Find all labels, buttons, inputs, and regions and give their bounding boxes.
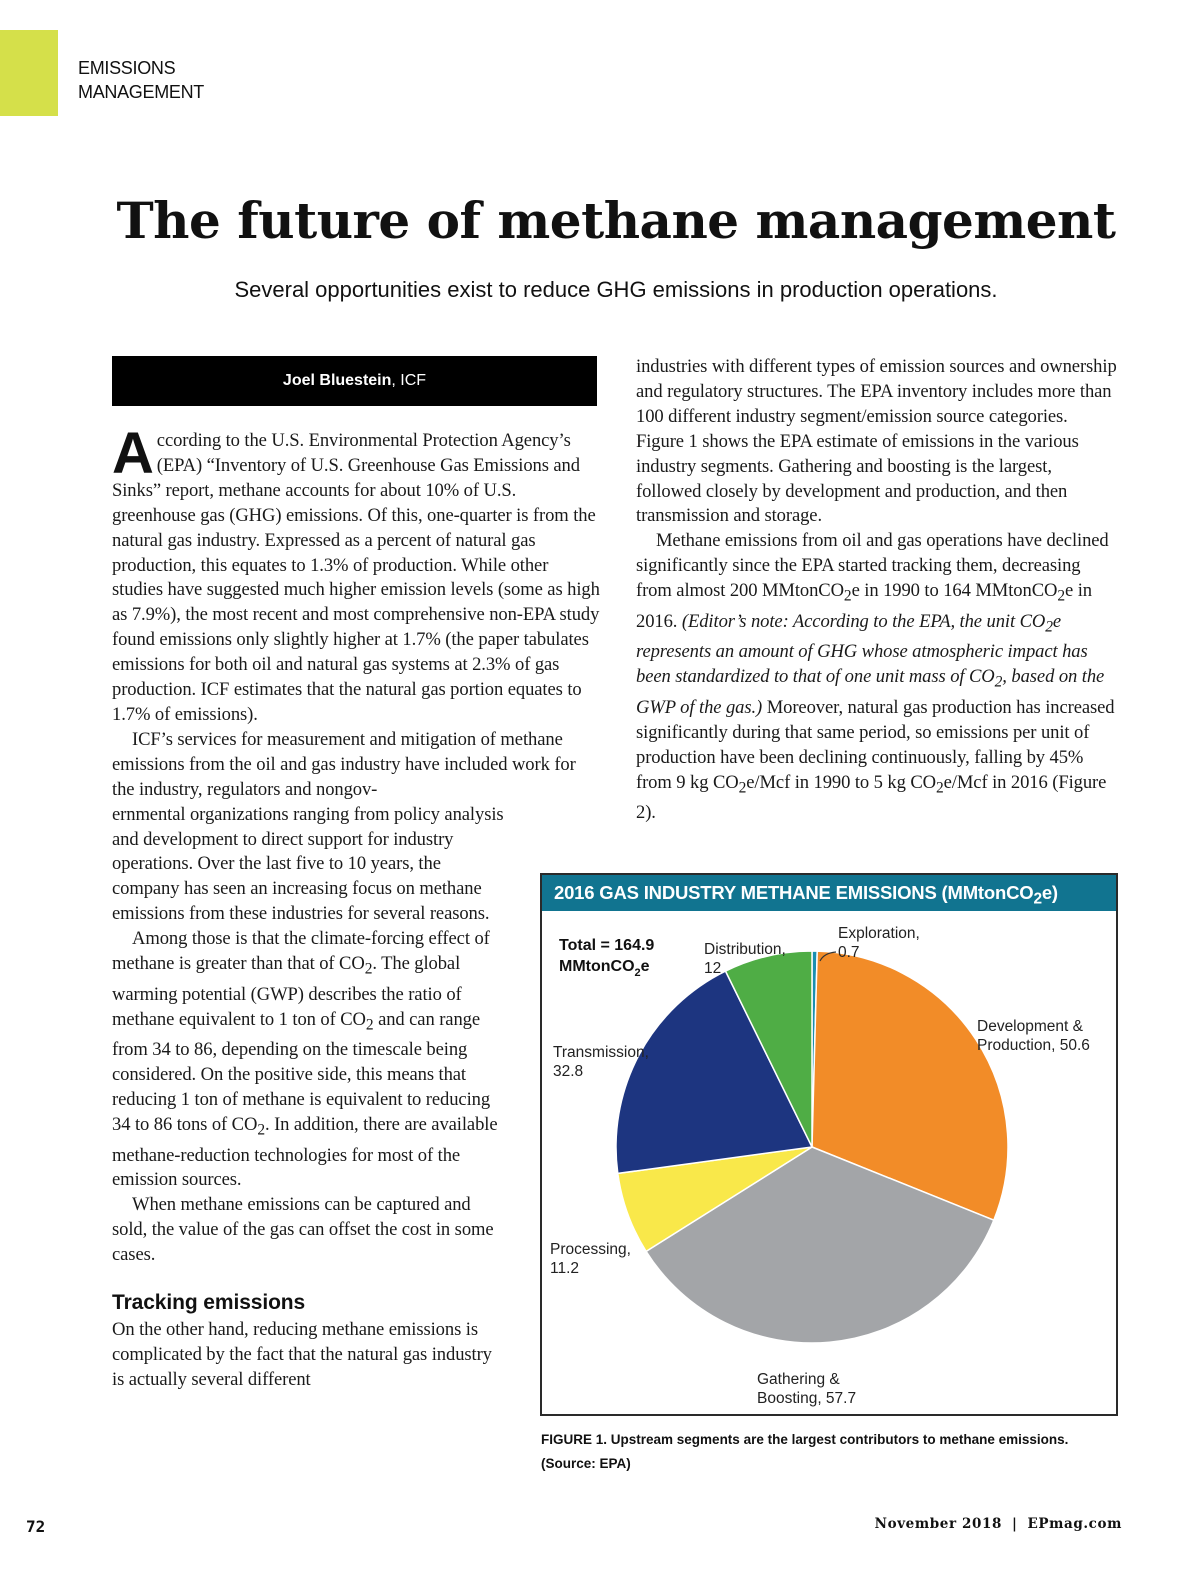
drop-cap: A	[112, 421, 154, 486]
label-transmission-name: Transmission,	[553, 1044, 649, 1061]
label-exploration-name: Exploration,	[838, 925, 920, 942]
footer-issue-info: November 2018 | EPmag.com	[874, 1516, 1122, 1532]
label-distribution-name: Distribution,	[704, 941, 786, 958]
chart-total-line1: Total = 164.9	[559, 937, 655, 954]
paragraph-r1: industries with different types of emission sources and ownership and regulatory structures. The EPA inventory includes more than 100 different industry segment/emission source categories. Figure 1 shows the EPA estimate of emissions in the various industry segments. Gathering and boosting is the largest, followed closely by development and production, and then transmission and storage.	[636, 356, 1117, 527]
label-exploration-value: 0.7	[838, 944, 860, 961]
article-subtitle: Several opportunities exist to reduce GHG emissions in production operations.	[234, 277, 998, 302]
section-label: EMISSIONS MANAGEMENT	[78, 58, 205, 102]
article-title: The future of methane management	[116, 191, 1116, 250]
author-name: Joel Bluestein	[282, 372, 392, 389]
label-development-value: Production, 50.6	[977, 1037, 1090, 1054]
label-distribution-value: 12	[704, 960, 722, 977]
paragraph-5: On the other hand, reducing methane emissions is complicated by the fact that the natural gas industry is actually several different	[112, 1319, 492, 1390]
chart-title: 2016 GAS INDUSTRY METHANE EMISSIONS (MMtonCO$_2$e)	[542, 875, 1116, 911]
page-number: 72	[26, 1517, 46, 1536]
paragraph-3: Among those is that the climate-forcing effect of methane is greater than that of $CO_2$. The global warming potential (GWP) describes the ratio of methane equivalent to 1 ton of $CO_2$ and can range from 34 to 86, depending on the timescale being considered. On the positive side, this means that reducing 1 ton of methane is equivalent to reducing 34 to 86 tons of $CO_2$. In addition, there are available methane-reduction technologies for most of the emission sources.	[112, 928, 498, 1191]
section-subhead: Tracking emissions	[112, 1291, 306, 1315]
paragraph-r2: Methane emissions from oil and gas operations have declined significantly since the EPA started tracking them, decreasing from almost 200 MMtonCO$_2$e in 1990 to 164 MMtonCO$_2$e in 2016. (Editor’s note: According to the EPA, the unit $CO_2e$ represents an amount of GHG whose atmospheric impact has been standardized to that of one unit mass of $CO_2$, based on the GWP of the gas.) Moreover, natural gas production has increased significantly during that same period, so emissions per unit of production have been declining continuously, falling by 45% from 9 kg $CO_2e$/Mcf in 1990 to 5 kg $CO_2e$/Mcf in 2016 (Figure 2).	[636, 530, 1115, 824]
paragraph-2: ICF’s services for measurement and mitigation of methane emissions from the oil and gas industry have included work for the industry, regulators and nongov-	[112, 728, 576, 800]
chart-total-line2: MMtonCO$_2$e	[559, 958, 650, 979]
narrow-text-block	[112, 803, 508, 1393]
pie-chart-svg	[542, 911, 1116, 1414]
label-development-name: Development &	[977, 1018, 1083, 1035]
paragraph-2-cont: ernmental organizations ranging from policy analysis and development to direct support for industry operations. Over the last five to 10 years, the company has seen an increasing focus on methane emissions from these industries for several reasons.	[112, 803, 504, 925]
author-byline	[112, 356, 597, 406]
pie-slices	[616, 951, 1008, 1343]
paragraph-1: According to the U.S. Environmental Protection Agency’s (EPA) “Inventory of U.S. Greenhouse Gas Emissions and Sinks” report, methane accounts for about 10% of U.S. greenhouse gas (GHG) emissions. Of this, one-quarter is from the natural gas industry. Expressed as a percent of natural gas production, this equates to 1.3% of production. While other studies have suggested much higher emission levels (some as high as 7.9%), the most recent and most comprehensive non-EPA study found emissions only slightly higher at 1.7% (the paper tabulates emissions for both oil and natural gas systems at 2.3% of gas production. ICF estimates that the natural gas portion equates to 1.7% of emissions).	[112, 421, 600, 725]
label-processing-value: 11.2	[550, 1260, 580, 1277]
label-transmission-value: 32.8	[553, 1063, 584, 1080]
paragraph-4: When methane emissions can be captured and sold, the value of the gas can offset the cost in some cases.	[112, 1194, 494, 1266]
label-gathering-value: Boosting, 57.7	[757, 1390, 857, 1407]
figure-caption: FIGURE 1. Upstream segments are the largest contributors to methane emissions. (Source: EPA)	[541, 1432, 1069, 1471]
author-affiliation: , ICF	[391, 372, 427, 389]
figure-1-chart	[540, 873, 1118, 1416]
label-gathering-name: Gathering &	[757, 1371, 840, 1388]
section-color-tab	[0, 30, 58, 116]
editors-note: (Editor’s note: According to the EPA, the unit $CO_2e$ represents an amount of GHG whose atmospheric impact has been standardized to that of one unit mass of $CO_2$, based on the GWP of the gas.)	[636, 610, 1105, 718]
label-processing-name: Processing,	[550, 1241, 631, 1258]
left-column	[112, 421, 602, 1393]
right-column	[636, 355, 1120, 826]
